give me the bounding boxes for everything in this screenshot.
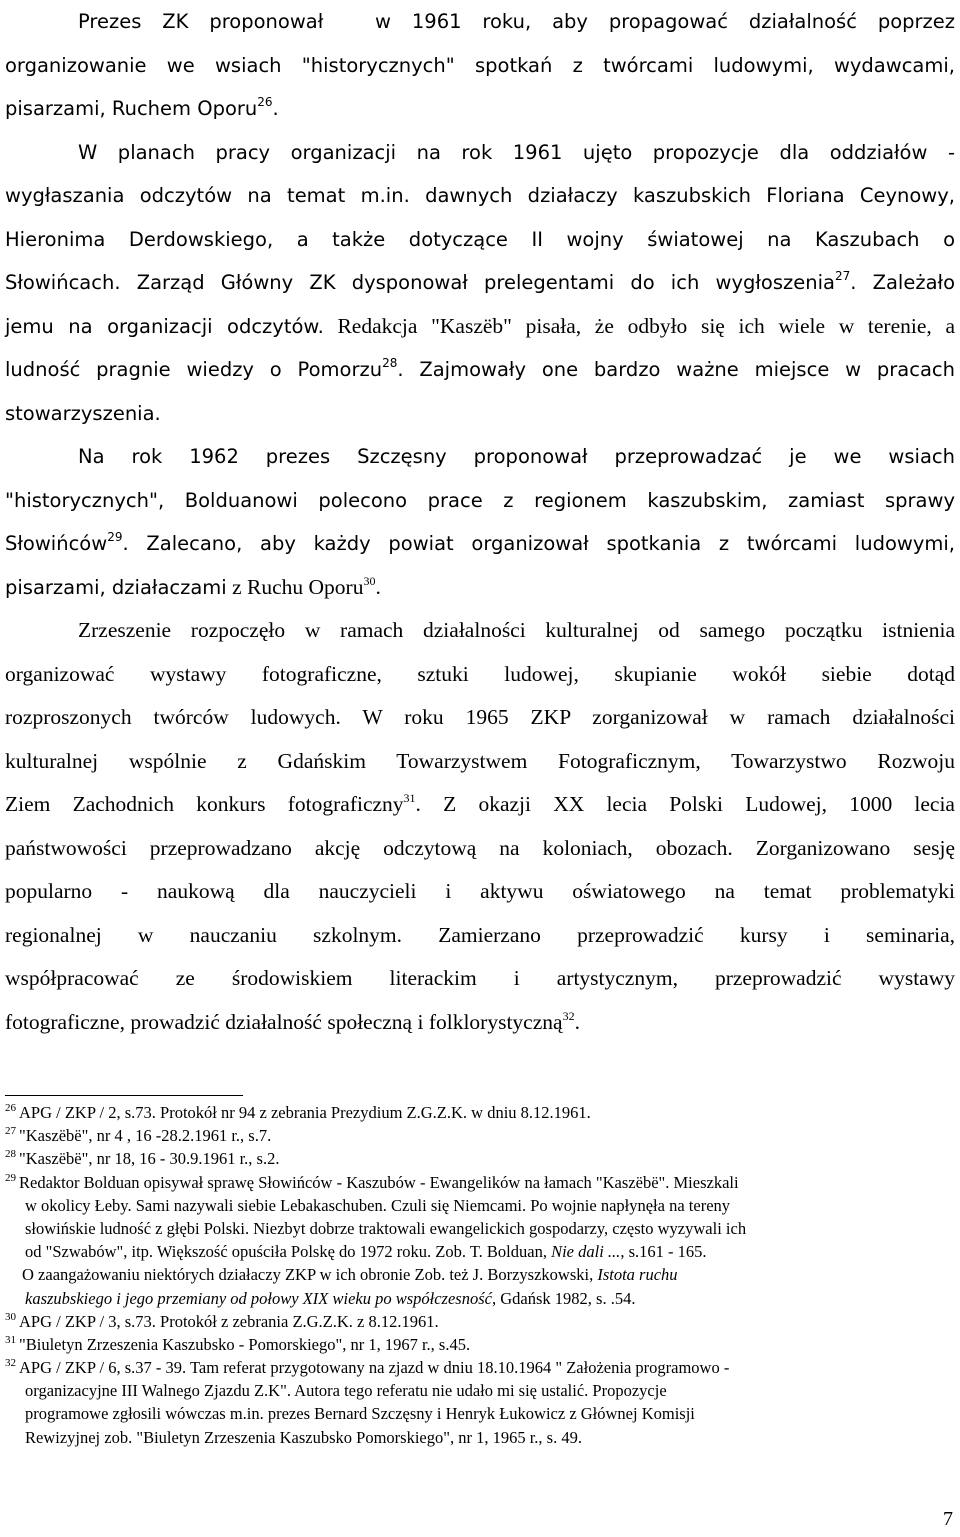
text-span: . Z okazji XX lecia Polski Ludowej, 1000 lecia (415, 792, 955, 816)
footnote-ref: 30 (363, 573, 376, 588)
text-span: pisarzami, Ruchem Oporu (5, 97, 258, 120)
footnote-number: 31 (5, 1333, 16, 1346)
footnote (5, 1124, 950, 1147)
body-line (5, 783, 955, 827)
footnote-number: 27 (5, 1125, 16, 1138)
footnote-continuation: w okolicy Łeby. Sami nazywali siebie Lebakaschuben. Czuli się Niemcami. Po wojnie napłynęła na tereny (25, 1195, 731, 1215)
footnote-text: Redaktor Bolduan opisywał sprawę Słowińców - Kaszubów - Ewangelików na łamach "Kaszëbë". Mieszkali (19, 1172, 739, 1192)
body-line: regionalnej w nauczaniu szkolnym. Zamierzano przeprowadzić kursy i seminaria, (5, 922, 955, 947)
text-span: jemu na organizacji odczytów. (5, 314, 324, 338)
body-line: rozproszonych twórców ludowych. W roku 1965 ZKP zorganizował w ramach działalności (5, 705, 955, 729)
footnote-text: "Kaszëbë", nr 4 , 16 -28.2.1961 r., s.7. (19, 1126, 272, 1146)
footnote-text: od "Szwabów", itp. Większość opuściła Polskę do 1972 roku. Zob. T. Bolduan, (25, 1242, 552, 1262)
footnote-ref: 28 (382, 356, 398, 370)
footnote-continuation: słowińskie ludność z głębi Polski. Niezbyt dobrze traktowali ewangelickich gospodarzy, często wyzywali ich (25, 1218, 747, 1238)
body-line: organizować wystawy fotograficzne, sztuki ludowej, skupianie wokół siebie dotąd (5, 661, 955, 686)
text-span: ludność pragnie wiedzy o Pomorzu (5, 358, 383, 381)
text-span: pisarzami, działaczami (5, 575, 227, 599)
footnote-title: Nie dali ... (551, 1242, 621, 1262)
document-body (5, 0, 955, 1044)
footnote-continuation: programowe zgłosili wówczas m.in. prezes Bernard Szczęsny i Henryk Łukowicz z Głównej Komisji (25, 1404, 695, 1424)
body-line: W planach pracy organizacji na rok 1961 ujęto propozycje dla oddziałów - (78, 140, 955, 164)
footnote-continuation (5, 1240, 950, 1263)
body-line (5, 87, 955, 131)
footnote-ref: 31 (403, 791, 416, 805)
text-span: . Zależało (850, 271, 955, 294)
body-line (5, 261, 955, 305)
text-span: wygłaszania odczytów na temat m.in. (5, 184, 410, 207)
footnote-number: 29 (5, 1171, 16, 1184)
text-span: Redakcja "Kaszëb" pisała, że odbyło się ich wiele w terenie, a (323, 313, 955, 338)
text-span: Słowińcach. Zarząd Główny ZK dysponował prelegentami do ich wygłoszenia (5, 271, 835, 294)
body-line (5, 174, 955, 218)
footnote-ref: 27 (834, 269, 851, 283)
text-span: . Zajmowały one bardzo ważne miejsce w pracach (397, 358, 955, 381)
footnote-text: , s.161 - 165. (620, 1242, 707, 1262)
body-line: kulturalnej wspólnie z Gdańskim Towarzystwem Fotograficznym, Towarzystwo Rozwoju (5, 748, 955, 773)
footnote-number: 26 (5, 1102, 16, 1114)
text-span: dawnych działaczy kaszubskich Floriana Ceynowy, (409, 184, 955, 207)
body-line: Zrzeszenie rozpoczęło w ramach działalności kulturalnej od samego początku istnienia (78, 618, 955, 642)
body-line: współpracować ze środowiskiem literackim i artystycznym, przeprowadzić wystawy (5, 966, 955, 990)
body-line: stowarzyszenia. (5, 401, 161, 425)
text-span: w 1961 roku, aby propagować działalność poprzez (354, 10, 955, 33)
footnote-text: "Kaszëbë", nr 18, 16 - 30.9.1961 r., s.2. (19, 1149, 280, 1169)
footnote-text: APG / ZKP / 3, s.73. Protokół z zebrania Z.G.Z.K. z 8.12.1961. (19, 1311, 439, 1331)
text-span: Prezes ZK proponował (78, 10, 345, 33)
body-line (5, 1001, 955, 1045)
footnote-text: , Gdańsk 1982, s. .54. (491, 1288, 636, 1308)
footnote-text: "Biuletyn Zrzeszenia Kaszubsko - Pomorskiego", nr 1, 1967 r., s.45. (19, 1334, 471, 1354)
footnote-ref: 26 (257, 95, 273, 109)
footnote (5, 1333, 950, 1356)
footnote-continuation: Rewizyjnej zob. "Biuletyn Zrzeszenia Kaszubsko Pomorskiego", nr 1, 1965 r., s. 49. (25, 1427, 582, 1447)
text-span: fotograficzne, prowadzić działalność społeczną i folklorystyczną (5, 1009, 563, 1034)
footnote-text: O zaangażowaniu niektórych działaczy ZKP w ich obronie Zob. też J. Borzyszkowski, (22, 1265, 598, 1285)
footnote-text: APG / ZKP / 2, s.73. Protokół nr 94 z zebrania Prezydium Z.G.Z.K. w dniu 8.12.1961. (19, 1103, 591, 1122)
footnote-number: 28 (5, 1148, 16, 1161)
body-line (5, 566, 955, 610)
footnote-title: kaszubskiego i jego przemiany od połowy XIX wieku po współczesność (25, 1288, 492, 1308)
footnote-continuation (5, 1287, 950, 1310)
body-line (5, 348, 955, 392)
footnote-separator (5, 1095, 243, 1096)
text-span: z Ruchu Oporu (226, 574, 364, 599)
page-number: 7 (943, 1508, 953, 1530)
footnote-ref: 29 (107, 530, 123, 544)
footnote-title: Istota ruchu (597, 1265, 678, 1285)
body-line (5, 0, 955, 44)
footnote-number: 30 (5, 1310, 16, 1323)
footnotes (5, 1101, 950, 1449)
footnote (5, 1356, 950, 1379)
footnote (5, 1101, 950, 1124)
text-span: . Zalecano, aby każdy powiat organizował spotkania z twórcami ludowymi, (122, 532, 955, 555)
body-line (5, 305, 955, 349)
footnote (5, 1147, 950, 1170)
footnote-ref: 32 (562, 1008, 575, 1023)
body-line: organizowanie we wsiach "historycznych" spotkań z twórcami ludowymi, wydawcami, (5, 53, 955, 77)
text-span: Ziem Zachodnich konkurs fotograficzny (5, 792, 404, 816)
text-span: Słowińców (5, 532, 108, 555)
text-span: . (272, 97, 279, 120)
footnote (5, 1171, 950, 1194)
body-line: "historycznych", Bolduanowi polecono prace z regionem kaszubskim, zamiast sprawy (5, 488, 955, 512)
body-line: Hieronima Derdowskiego, a także dotyczące II wojny światowej na Kaszubach o (5, 227, 955, 251)
text-span: . (574, 1009, 580, 1034)
body-line: państwowości przeprowadzano akcję odczytową na koloniach, obozach. Zorganizowano sesję (5, 835, 955, 860)
text-span: . (375, 574, 381, 599)
footnote-continuation (5, 1263, 950, 1286)
body-line: popularno - naukową dla nauczycieli i aktywu oświatowego na temat problematyki (5, 879, 955, 903)
body-line (5, 522, 955, 566)
footnote-number: 32 (5, 1357, 16, 1370)
footnote-continuation: organizacyjne III Walnego Zjazdu Z.K". Autora tego referatu nie udało mi się ustalić. Propozycje (25, 1381, 667, 1401)
footnote-text: APG / ZKP / 6, s.37 - 39. Tam referat przygotowany na zjazd w dniu 18.10.1964 " Założenia programowo - (19, 1358, 730, 1378)
body-line: Na rok 1962 prezes Szczęsny proponował przeprowadzać je we wsiach (78, 445, 955, 468)
footnote (5, 1310, 950, 1333)
